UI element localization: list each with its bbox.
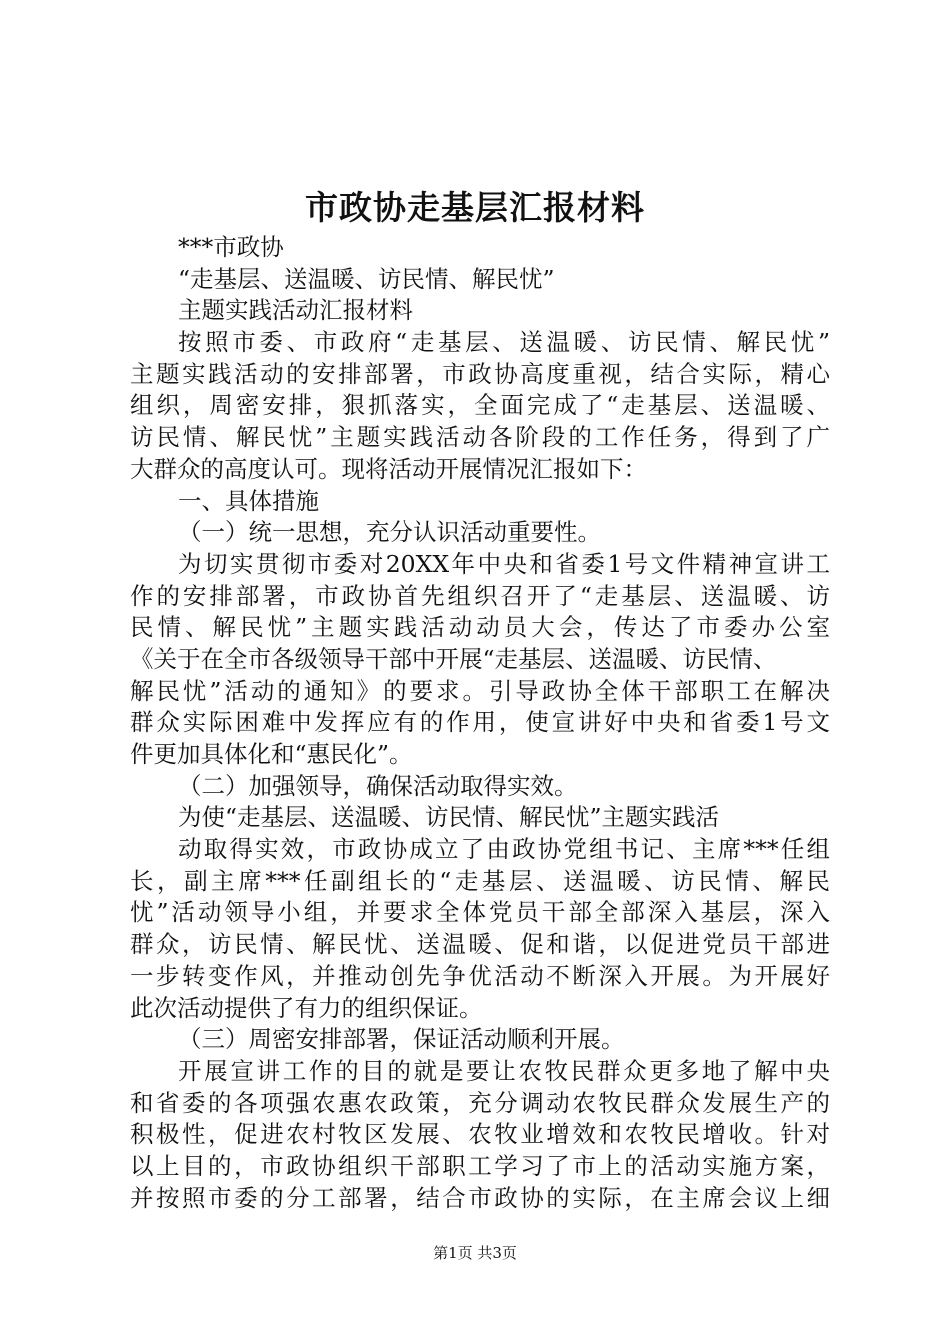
text-line: 组织，周密安排，狠抓落实，全面完成了“走基层、送温暖、 [130, 391, 830, 420]
text-line: 解民忧”活动的通知》的要求。引导政协全体干部职工在解决 [130, 676, 830, 705]
text-line: 忧”活动领导小组，并要求全体党员干部全部深入基层，深入 [130, 898, 830, 927]
text-line: 访民情、解民忧”主题实践活动各阶段的工作任务，得到了广 [130, 423, 830, 452]
text-line: 主题实践活动的安排部署，市政协高度重视，结合实际，精心 [130, 359, 830, 388]
text-line: （一）统一思想，充分认识活动重要性。 [178, 518, 601, 547]
text-line: 动取得实效，市政协成立了由政协党组书记、主席***任组 [178, 835, 830, 864]
text-line: 作的安排部署，市政协首先组织召开了“走基层、送温暖、访 [130, 581, 830, 610]
text-line: 件更加具体化和“惠民化”。 [130, 740, 413, 768]
text-line: 主题实践活动汇报材料 [178, 296, 413, 325]
text-line: 并按照市委的分工部署，结合市政协的实际，在主席会议上细 [130, 1183, 830, 1212]
text-line: 一步转变作风，并推动创先争优活动不断深入开展。为开展好 [130, 961, 830, 990]
text-line: 以上目的，市政协组织干部职工学习了市上的活动实施方案， [130, 1151, 830, 1180]
text-line: 按照市委、市政府“走基层、送温暖、访民情、解民忧” [178, 328, 830, 357]
text-line: （二）加强领导，确保活动取得实效。 [178, 771, 578, 800]
document-title: 市政协走基层汇报材料 [305, 188, 645, 227]
text-line: 和省委的各项强农惠农政策，充分调动农牧民群众发展生产的 [130, 1088, 830, 1117]
text-line: 大群众的高度认可。现将活动开展情况汇报如下： [130, 454, 647, 483]
page-footer: 第1页 共3页 [433, 1244, 517, 1262]
text-line: （三）周密安排部署，保证活动顺利开展。 [178, 1025, 625, 1054]
document-body [130, 232, 830, 1214]
text-line: 积极性，促进农村牧区发展、农牧业增效和农牧民增收。针对 [130, 1120, 830, 1149]
text-line: 群众，访民情、解民忧、送温暖、促和谐，以促进党员干部进 [130, 930, 830, 959]
text-line: 民情、解民忧”主题实践活动动员大会，传达了市委办公室 [130, 613, 830, 642]
text-line: 长，副主席***任副组长的“走基层、送温暖、访民情、解民 [130, 866, 830, 895]
text-line: 开展宣讲工作的目的就是要让农牧民群众更多地了解中央 [178, 1056, 830, 1085]
text-line: ***市政协 [178, 233, 284, 261]
text-line: 群众实际困难中发挥应有的作用，使宣讲好中央和省委1号文 [130, 708, 830, 737]
text-line: 此次活动提供了有力的组织保证。 [130, 993, 483, 1022]
text-line: 为切实贯彻市委对20XX年中央和省委1号文件精神宣讲工 [178, 549, 830, 578]
text-line: 《关于在全市各级领导干部中开展“走基层、送温暖、访民情、 [130, 644, 777, 673]
text-line: 一、具体措施 [178, 486, 319, 515]
text-line: “走基层、送温暖、访民情、解民忧” [178, 264, 555, 293]
text-line: 为使“走基层、送温暖、访民情、解民忧”主题实践活 [178, 803, 720, 832]
